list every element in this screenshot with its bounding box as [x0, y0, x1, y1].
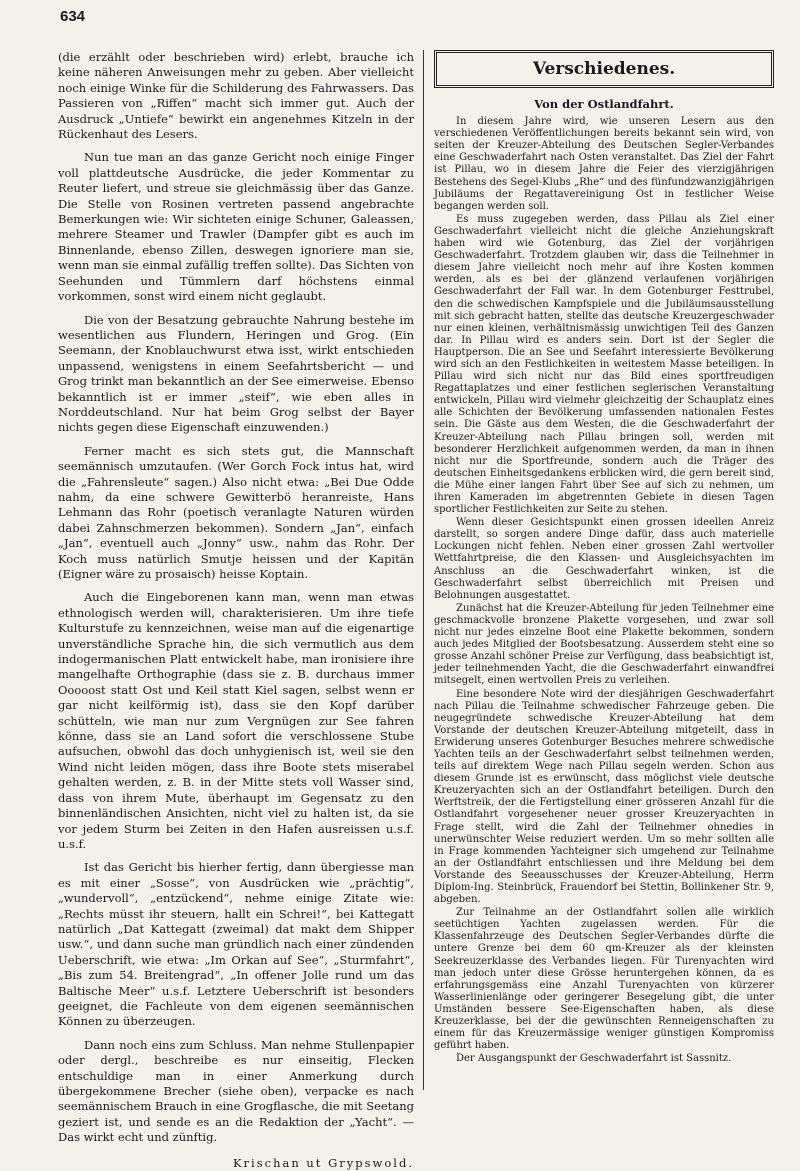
section-title: Verschiedenes.: [532, 58, 676, 79]
section-header-box: [434, 50, 774, 88]
article-title: Von der Ostlandfahrt.: [534, 97, 674, 111]
paragraph: Ferner macht es sich stets gut, die Mannschaft seemännisch umzutaufen. (Wer Gorch Fock intus hat, wird die „Fahrensleute“ sagen.) Also nicht etwa: „Bei Due Odde nahm, da eine schwere Gewitterbö heranreiste, Hans Lehmann das Rohr (poetisch veranlagte Naturen würden dabei Zahnschmerzen bekommen). Sondern „Jan“, einfach „Jan“, eventuell auch „Jonny“ usw., nahm das Rohr. Der Koch muss natürlich Smutje heissen und der Kapitän (Eigner wäre zu prosaisch) heisse Koptain.: [58, 443, 414, 581]
paragraph: Der Ausgangspunkt der Geschwaderfahrt ist Sassnitz.: [456, 1053, 732, 1065]
left-column: [58, 50, 414, 1171]
author-signature: Krischan ut Grypswold.: [232, 1155, 414, 1170]
paragraph: Zur Teilnahme an der Ostlandfahrt sollen alle wirklich seetüchtigen Yachten zugelassen werden. Für die Klassenfahrzeuge des Deutschen Segler-Verbandes dürfte die untere Grenze bei dem 60 qm-Kreuzer als der kleinsten Seekreuzerklasse des Verbandes liegen. Für Turenyachten wird man jedoch unter diese Grösse heruntergehen können, da es erfahrungsgemäss eine Anzahl Turenyachten von kürzerer Wasserlinienlänge oder geringerer Besegelung gibt, die unter Umständen bessere See-Eigenschaften haben, als diese Kreuzerklasse, bei der die gewünschten Renneigenschaften zu einem für das Kreuzermässige weniger günstigen Kompromiss geführt haben.: [434, 907, 774, 1052]
paragraph: Ist das Gericht bis hierher fertig, dann übergiesse man es mit einer „Sosse“, von Ausdrücken wie „prächtig“, „wundervoll“, „entzückend“, nehme einige Zitate wie: „Rechts müsst ihr steuern, hallt ein Schrei!“, bei Kattegatt natürlich „Dat Kattegatt (zweimal) dat makt dem Shipper usw.“, und dann suche man gründlich nach einer zündenden Ueberschrift, wie etwa: „Im Orkan auf See“, „Sturmfahrt“, „Bis zum 54. Breitengrad“, „In offener Jolle rund um das Baltische Meer“ u.s.f. Letztere Ueberschrift ist besonders geeignet, die Fachleute von dem eigenen seemännischen Können zu überzeugen.: [58, 860, 414, 1029]
paragraph: Eine besondere Note wird der diesjährigen Geschwaderfahrt nach Pillau die Teilnahme schwedischer Fahrzeuge geben. Die neugegründete schwedische Kreuzer-Abteilung hat dem Vorstande der deutschen Kreuzer-Abteilung mitgeteilt, dass in Erwiderung unseres Gotenburger Besuches mehrere schwedische Yachten teils an der Geschwaderfahrt selbst teilnehmen werden, teils auf direktem Wege nach Pillau segeln werden. Schon aus diesem Grunde ist es erwünscht, dass möglichst viele deutsche Kreuzeryachten sich an der Ostlandfahrt beteiligen. Durch den Werftstreik, der die Fertigstellung einer grösseren Anzahl für die Ostlandfahrt vorgesehener neuer grosser Kreuzeryachten in Frage stellt, wird die Zahl der Teilnehmer ohnedies in unerwünschter Weise reduziert werden. Um so mehr sollten alle in Frage kommenden Yachteigner sich umgehend zur Teilnahme an der Ostlandfahrt entschliessen und ihre Meldung bei dem Vorstande des Seeausschusses der Kreuzer-Abteilung, Herrn Diplom-Ing. Steinbrück, Frauendorf bei Stettin, Bollinkener Str. 9, abgeben.: [434, 688, 774, 906]
paragraph: Nun tue man an das ganze Gericht noch einige Finger voll plattdeutsche Ausdrücke, die jeder Kommentar zu Reuter liefert, und streue sie gleichmässig über das Ganze. Die Stelle von Rosinen vertreten passend angebrachte Bemerkungen wie: Wir sichteten einige Schuner, Galeassen, mehrere Steamer und Trawler (Dampfer gibt es auch im Binnenlande, ebenso Zillen, deswegen ignoriere man sie, wenn man sie einmal zufällig treffen sollte). Das Sichten von Seehunden und Tümmlern darf höchstens einmal vorkommen, sonst wird einem nicht geglaubt.: [58, 150, 414, 304]
paragraph: Die von der Besatzung gebrauchte Nahrung bestehe im wesentlichen aus Flundern, Heringen und Grog. (Ein Seemann, der Knoblauchwurst etwa isst, wirkt entschieden unpassend, wenigstens in einem Seefahrtsbericht — und Grog trinkt man bekanntlich an der See eimerweise. Ebenso bekanntlich ist er immer „steif“, wie eben alles in Norddeutschland. Nur hat beim Grog selbst der Bayer nichts gegen diese Eigenschaft einzuwenden.): [58, 312, 414, 435]
paragraph: Dann noch eins zum Schluss. Man nehme Stullenpapier oder dergl., beschreibe es nur einseitig, Flecken entschuldige man in einer Anmerkung durch übergekommene Brecher (siehe oben), verpacke es nach seemännischem Brauch in eine Grogflasche, die mit Seetang geziert ist, und sende es an die Redaktion der „Yacht“. — Das wirkt echt und zünftig.: [58, 1037, 414, 1145]
paragraph: (die erzählt oder beschrieben wird) erlebt, brauche ich keine näheren Anweisungen mehr zu geben. Aber vielleicht noch einige Winke für die Schilderung des Fahrwassers. Das Passieren von „Riffen“ macht sich immer gut. Auch der Ausdruck „Untiefe“ bewirkt ein angenehmes Kitzeln in der Rückenhaut des Lesers.: [58, 50, 414, 142]
page-number: 634: [60, 8, 86, 25]
paragraph: Es muss zugegeben werden, dass Pillau als Ziel einer Geschwaderfahrt vielleicht nicht die gleiche Anziehungskraft haben wird wie Gotenburg, das Ziel der vorjährigen Geschwaderfahrt. Trotzdem glauben wir, dass die Teilnehmer in diesem Jahre vielleicht noch mehr auf ihre Kosten kommen werden, als es bei der glänzend verlaufenen vorjährigen Geschwaderfahrt der Fall war. In dem Gotenburger Festtrubel, den die schwedischen Kampfspiele und die Jubiläumsausstellung mit sich gebracht hatten, stellte das deutsche Kreuzergeschwader nur einen kleinen, verhältnismässig unwichtigen Teil des Ganzen dar. In Pillau wird es anders sein. Dort ist der Segler die Hauptperson. Die an See und Seefahrt interessierte Bevölkerung wird sich an den Festlichkeiten in weitestem Masse beteiligen. In Pillau wird sich nicht nur das Bild eines sportfreudigen Regattaplatzes und einer festlichen seglerischen Veranstaltung entwickeln, Pillau wird vielmehr gleichzeitig der Schauplatz eines alle Schichten der Bevölkerung umfassenden nationalen Festes sein. Die Gäste aus dem Westen, die die Geschwaderfahrt der Kreuzer-Abteilung nach Pillau bringen soll, werden mit besonderer Herzlichkeit aufgenommen werden, da man in ihnen nicht nur die Sportfreunde, sondern auch die Träger des deutschen Einheitsgedankens erblicken wird, die gern bereit sind, die Mühe einer langen Fahrt über See auf sich zu nehmen, um ihren Kameraden im abgetrennten Gebiete in diesen Tagen sportlicher Festlichkeiten zur Seite zu stehen.: [434, 213, 774, 516]
paragraph: In diesem Jahre wird, wie unseren Lesern aus den verschiedenen Veröffentlichungen bereits bekannt sein wird, von seiten der Kreuzer-Abteilung des Deutschen Segler-Verbandes eine Geschwaderfahrt nach Osten veranstaltet. Das Ziel der Fahrt ist Pillau, wo in diesem Jahre die Feier des vierzigjährigen Bestehens des Segel-Klubs „Rhe“ und des fünfundzwanzigjährigen Jubiläums der Regattavereinigung Ost in festlicher Weise begangen werden soll.: [434, 116, 774, 212]
paragraph: Wenn dieser Gesichtspunkt einen grossen ideellen Anreiz darstellt, so sorgen andere Dinge dafür, dass auch materielle Lockungen nicht fehlen. Neben einer grossen Zahl wertvoller Wettfahrtpreise, die den Klassen- und Ausgleichsyachten im Anschluss an die Geschwaderfahrt winken, ist die Geschwaderfahrt selbst überreichlich mit Preisen und Belohnungen ausgestattet.: [434, 517, 774, 601]
column-divider: [423, 50, 424, 1090]
right-column: [434, 50, 774, 1066]
paragraph: Zunächst hat die Kreuzer-Abteilung für jeden Teilnehmer eine geschmackvolle bronzene Plakette vorgesehen, und zwar soll nicht nur jedes einzelne Boot eine Plakette bekommen, sondern auch jedes Mitglied der Bootsbesatzung. Ausserdem steht eine so grosse Anzahl schöner Preise zur Verfügung, dass beabsichtigt ist, jeder teilnehmenden Yacht, die die Geschwaderfahrt einwandfrei mitsegelt, einen wertvollen Preis zu verleihen.: [434, 602, 774, 687]
paragraph: Auch die Eingeborenen kann man, wenn man etwas ethnologisch werden will, charakterisieren. Um ihre tiefe Kulturstufe zu kennzeichnen, weise man auf die eigenartige unverständliche Sprache hin, die sich vermutlich aus dem indogermanischen Platt entwickelt habe, man ironisiere ihre mangelhafte Orthographie (dass sie z. B. durchaus immer Ooooost statt Ost und Keil statt Kiel sagen, selbst wenn er gar nicht keilförmig ist), dass sie den Kopf darüber schütteln, wie man nur zum Vergnügen zur See fahren könne, dass sie an Land sofort die verschlossene Stube aufsuchen, obwohl das doch unhygienisch ist, weil sie den Wind nicht leiden mögen, dass ihre Boote stets miserabel gehalten werden, z. B. in der Mitte stets voll Wasser sind, dass von ihrem Mute, überhaupt im Gegensatz zu den binnenländischen Ansichten, nicht viel zu halten ist, da sie vor jedem Sturm bei Zeiten in den Hafen ausreissen u.s.f. u.s.f.: [58, 590, 414, 851]
